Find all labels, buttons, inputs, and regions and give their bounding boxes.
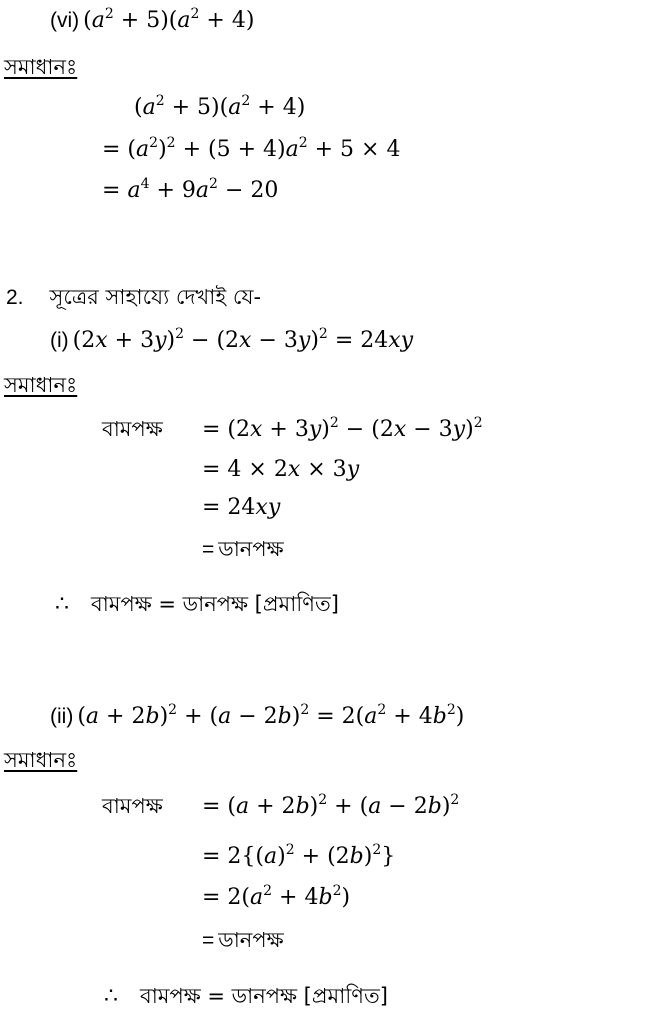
i-step-4: = ডানপক্ষ <box>202 537 284 561</box>
problem-i-statement: $(2x + 3y)^2 - (2x - 3y)^2 = 24xy$ <box>72 326 414 353</box>
i-conclusion <box>55 594 339 616</box>
problem-i-label: (i) <box>50 329 69 352</box>
lhs-word: বামপক্ষ <box>102 794 163 818</box>
question-number: 2. <box>6 286 24 309</box>
i-step-2: = 4 × 2x × 3y <box>202 457 360 482</box>
vi-line-1: $(a^2 + 5)(a^2 + 4)$ <box>134 93 306 120</box>
problem-ii-header <box>50 702 465 729</box>
ii-step-2: = $2\{(a)^2 + (2b)^2\}$ <box>202 842 396 869</box>
i-step-1: = $(2x + 3y)^2 - (2x - 3y)^2$ <box>202 415 483 442</box>
problem-vi-expression: $(a^2 + 5)(a^2 + 4)$ <box>83 6 255 33</box>
conclusion-text: বামপক্ষ = ডানপক্ষ [প্রমাণিত] <box>91 592 339 616</box>
question-instruction: সূত্রের সাহায্যে দেখাই যে- <box>49 285 262 309</box>
rhs-word: ডানপক্ষ <box>218 537 284 561</box>
ii-step-3: = $2(a^2 + 4b^2)$ <box>202 883 351 910</box>
problem-vi-header <box>50 6 255 33</box>
question-2 <box>6 287 261 308</box>
solution-heading: সমাধানঃ <box>4 55 78 79</box>
rhs-word: ডানপক্ষ <box>218 928 284 952</box>
problem-ii-label: (ii) <box>50 705 74 728</box>
problem-vi-label: (vi) <box>50 9 80 32</box>
i-step-3: = 24xy <box>202 495 281 520</box>
solution-heading: সমাধানঃ <box>4 748 78 772</box>
therefore-symbol: ∴ <box>104 984 118 1009</box>
vi-line-2: = $(a^2)^2 + (5 + 4)a^2 + 5 \times 4$ <box>102 135 401 162</box>
ii-step-4: = ডানপক্ষ <box>202 928 284 952</box>
ii-conclusion <box>104 986 388 1008</box>
therefore-symbol: ∴ <box>55 592 69 617</box>
conclusion-text: বামপক্ষ = ডানপক্ষ [প্রমাণিত] <box>140 984 388 1008</box>
solution-heading: সমাধানঃ <box>4 373 78 397</box>
problem-ii-statement: $(a + 2b)^2 + (a - 2b)^2 = 2(a^2 + 4b^2)$ <box>77 702 465 729</box>
vi-line-3: = $a^4 + 9a^2 - 20$ <box>102 176 279 203</box>
ii-step-1: = $(a + 2b)^2 + (a - 2b)^2$ <box>202 792 460 819</box>
lhs-word: বামপক্ষ <box>102 417 163 441</box>
problem-i-header <box>50 326 414 353</box>
